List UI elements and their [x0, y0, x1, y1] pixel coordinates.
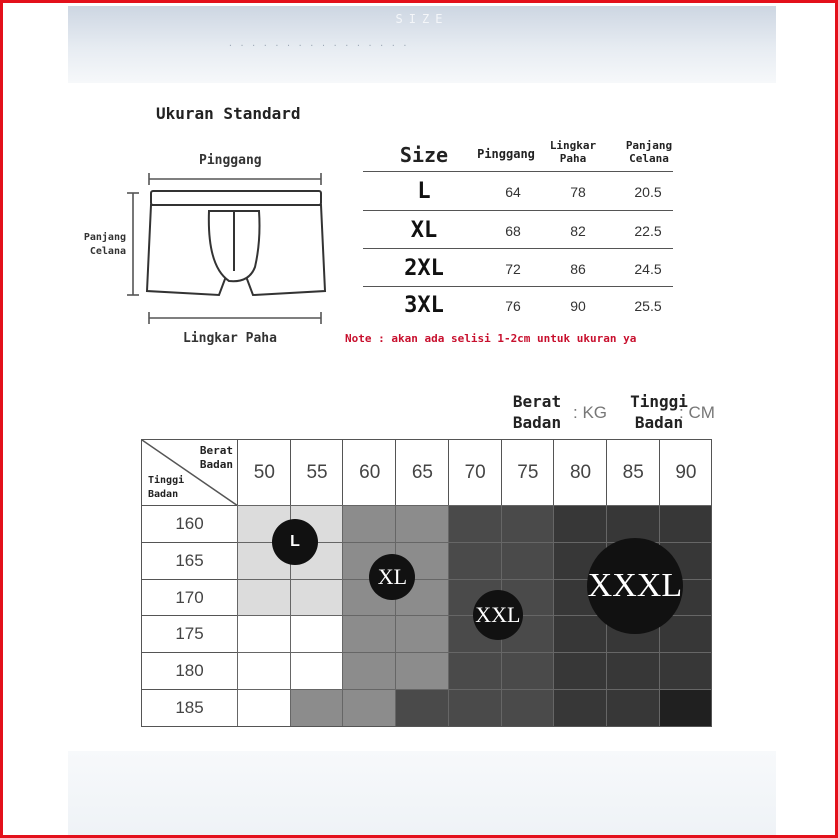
grid-cell: [659, 689, 713, 727]
grid-cell: [237, 579, 291, 617]
size-badge-l: L: [272, 519, 318, 565]
grid-cell: [448, 505, 502, 543]
diagram-label-length: [68, 231, 126, 259]
thigh-value: 78: [570, 184, 586, 200]
grid-cell: [395, 689, 449, 727]
grid-cell: [448, 542, 502, 580]
diagram-label-waist: Pinggang: [199, 153, 262, 168]
boxer-diagram: [121, 171, 341, 326]
grid-cell: [553, 652, 607, 690]
height-axis-label-line2: Badan: [634, 413, 684, 432]
diagram-label-length-line1: Panjang: [83, 232, 126, 243]
size-name: 2XL: [404, 256, 444, 281]
thigh-value: 82: [570, 223, 586, 239]
size-name: L: [417, 179, 431, 204]
grid-cell: [501, 689, 555, 727]
height-row-label: 180: [141, 652, 237, 690]
height-axis-label-line1: Tinggi: [630, 392, 688, 411]
weight-header-cell: 60: [342, 439, 396, 505]
table-divider: [363, 171, 673, 172]
grid-cell: [501, 542, 555, 580]
header-thigh: [544, 139, 602, 165]
weight-header-cell: 65: [395, 439, 449, 505]
size-table: [358, 133, 678, 328]
grid-cell: [606, 652, 660, 690]
size-grid: [141, 439, 711, 726]
size-name: XL: [410, 218, 438, 243]
diagram-label-thigh: Lingkar Paha: [183, 331, 277, 346]
header-length-line1: Panjang: [625, 139, 673, 152]
grid-cell: [342, 652, 396, 690]
top-banner: [68, 6, 776, 83]
grid-cell: [342, 505, 396, 543]
height-row-label: 175: [141, 615, 237, 653]
grid-cell: [553, 505, 607, 543]
bottom-band: [68, 751, 776, 838]
size-badge-xxxl: XXXL: [587, 538, 683, 634]
length-value: 22.5: [634, 223, 662, 239]
thigh-value: 90: [570, 298, 586, 314]
corner-height-label: [148, 474, 184, 502]
size-name: 3XL: [404, 293, 444, 318]
corner-weight-line1: Berat: [199, 444, 233, 457]
weight-header-cell: 80: [553, 439, 607, 505]
header-thigh-line2: Paha: [559, 152, 587, 165]
height-unit: : CM: [679, 403, 715, 422]
length-value: 20.5: [634, 184, 662, 200]
waist-value: 64: [505, 184, 521, 200]
banner-title: SIZE: [395, 12, 449, 26]
grid-cell: [659, 652, 713, 690]
table-row: [358, 212, 678, 250]
grid-cell: [448, 652, 502, 690]
grid-cell: [290, 579, 344, 617]
grid-cell: [448, 689, 502, 727]
corner-weight-line2: Badan: [199, 458, 233, 471]
weight-unit: : KG: [573, 403, 608, 422]
thigh-measure-line: [149, 312, 321, 324]
waist-value: 72: [505, 261, 521, 277]
thigh-value: 86: [570, 261, 586, 277]
table-divider: [363, 210, 673, 211]
waist-measure-line: [149, 173, 321, 185]
length-measure-line: [127, 193, 139, 295]
height-row-label: 185: [141, 689, 237, 727]
standard-title: Ukuran Standard: [156, 104, 301, 123]
weight-header-cell: 90: [659, 439, 713, 505]
height-row-label: 170: [141, 579, 237, 617]
grid-cell: [606, 689, 660, 727]
grid-cell: [395, 652, 449, 690]
grid-cell: [659, 505, 713, 543]
weight-header-cell: 50: [237, 439, 291, 505]
grid-cell: [237, 689, 291, 727]
grid-cell: [237, 615, 291, 653]
grid-cell: [501, 505, 555, 543]
boxer-outline: [147, 191, 325, 295]
table-divider: [363, 248, 673, 249]
waist-value: 76: [505, 298, 521, 314]
corner-weight-label: [200, 444, 233, 472]
weight-header-cell: 75: [501, 439, 555, 505]
grid-cell: [342, 615, 396, 653]
length-value: 25.5: [634, 298, 662, 314]
weight-header-cell: 55: [290, 439, 344, 505]
grid-cell: [290, 652, 344, 690]
grid-cell: [501, 652, 555, 690]
grid-cell: [553, 615, 607, 653]
table-row: [358, 287, 678, 325]
header-length-line2: Celana: [629, 152, 669, 165]
grid-cell: [395, 615, 449, 653]
length-value: 24.5: [634, 261, 662, 277]
weight-header-cell: 85: [606, 439, 660, 505]
grid-corner: [141, 439, 237, 505]
diagram-label-length-line2: Celana: [89, 246, 126, 257]
grid-cell: [553, 689, 607, 727]
size-badge-xxl: XXL: [473, 590, 523, 640]
grid-cell: [290, 615, 344, 653]
size-note: Note : akan ada selisi 1-2cm untuk ukuran ya: [345, 332, 637, 345]
grid-cell: [290, 689, 344, 727]
weight-axis-label: [501, 391, 573, 433]
corner-height-line1: Tinggi: [148, 475, 185, 486]
header-waist: Pinggang: [477, 147, 535, 161]
weight-header-cell: 70: [448, 439, 502, 505]
table-row: [358, 173, 678, 211]
header-size: Size: [399, 143, 449, 167]
weight-axis-label-line2: Badan: [512, 413, 562, 432]
height-row-label: 160: [141, 505, 237, 543]
grid-cell: [237, 652, 291, 690]
header-thigh-line1: Lingkar: [549, 139, 597, 152]
weight-axis-label-line1: Berat: [512, 392, 562, 411]
table-row: [358, 250, 678, 288]
banner-subtitle: · · · · · · · · · · · · · · · ·: [228, 41, 409, 50]
waist-value: 68: [505, 223, 521, 239]
corner-height-line2: Badan: [148, 489, 179, 500]
size-badge-xl: XL: [369, 554, 415, 600]
height-row-label: 165: [141, 542, 237, 580]
header-length: [616, 139, 682, 165]
grid-cell: [395, 505, 449, 543]
grid-cell: [342, 689, 396, 727]
